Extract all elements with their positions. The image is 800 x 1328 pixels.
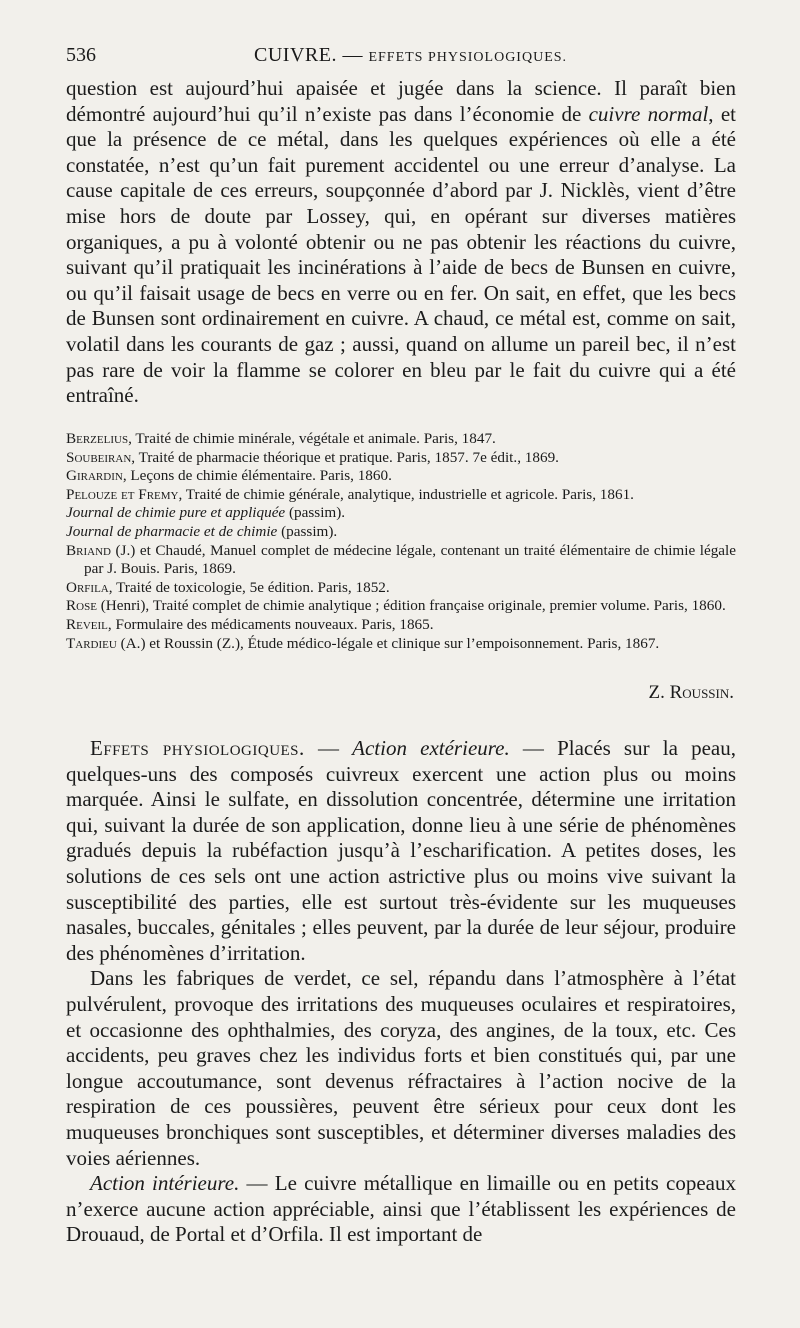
- bibliography-entry: [66, 635, 736, 654]
- bib-author: Soubeiran: [66, 448, 132, 466]
- intro-text: [66, 76, 736, 409]
- bibliography-entry: [66, 523, 736, 542]
- bib-text: (passim).: [285, 504, 346, 522]
- bib-author: Pelouze et Fremy: [66, 485, 179, 503]
- paragraph-text: — Placés sur la peau, quelques-uns des composés cuivreux exercent une action plus ou moins marquée. Ainsi le sulfate, en dissolution concentrée, détermine une irritation qui, suivant la durée de son application, donne lieu à une série de phénomènes gradués depuis la rubéfaction jusqu’à l’escharification. A petites doses, les solutions de ces sels ont une action astrictive plus ou moins vive suivant la susceptibilité des parties, elle est surtout très-évidente sur les muqueuses nasales, buccales, génitales ; elles peuvent, par la durée de leur séjour, produire des phénomènes d’irritation.: [66, 736, 736, 965]
- bibliography-entry: [66, 597, 736, 616]
- author-signature: Z. Roussin.: [648, 682, 734, 703]
- bib-text: (J.) et Chaudé, Manuel complet de médecine légale, contenant un traité élémentaire de chimie légale par J. Bouis. Paris, 1869.: [84, 541, 736, 578]
- bib-journal: Journal de chimie pure et appliquée: [66, 504, 286, 522]
- bib-author: Briand: [66, 541, 111, 559]
- running-title: [254, 44, 567, 67]
- bibliography-entry: [66, 616, 736, 635]
- bib-text: (A.) et Roussin (Z.), Étude médico-légale et clinique sur l’empoisonnement. Paris, 1867.: [116, 634, 660, 652]
- bib-text: , Traité de toxicologie, 5e édition. Paris, 1852.: [108, 578, 390, 596]
- bib-author: Reveil: [66, 615, 108, 633]
- section-paragraph-2: Dans les fabriques de verdet, ce sel, répandu dans l’atmosphère à l’état pulvérulent, provoque des irritations des muqueuses oculaires et respiratoires, et occasionne des ophthalmies, des coryza, des angines, de la toux, etc. Ces accidents, peu graves chez les individus forts et bien constitués qui, par une longue accoutumance, sont devenus réfractaires à l’action nocive de la respiration de ces poussières, peuvent être sérieux pour ceux dont les muqueuses bronchiques sont susceptibles, et déterminer diverses maladies des voies aériennes.: [66, 966, 736, 1170]
- bibliography-entry: [66, 430, 736, 449]
- bib-journal: Journal de pharmacie et de chimie: [66, 522, 278, 540]
- bibliography: [66, 430, 736, 653]
- bib-author: Girardin: [66, 467, 123, 485]
- bib-author: Orfila: [66, 578, 109, 596]
- heading-dash: —: [304, 736, 353, 760]
- running-title-main: CUIVRE.: [254, 44, 337, 66]
- bibliography-entry: [66, 467, 736, 486]
- section-paragraph-1: [66, 736, 736, 966]
- bib-author: Berzelius: [66, 430, 129, 447]
- section-paragraph-3: [66, 1171, 736, 1248]
- subheading-action-exterieure: Action extérieure.: [352, 736, 510, 760]
- bib-text: , Traité de chimie générale, analytique, industrielle et agricole. Paris, 1861.: [178, 485, 634, 503]
- intro-text-b: , et que la présence de ce métal, dans les quelques expériences où elle a été constatée, n’est qu’un fait purement accidentel ou une erreur d’analyse. La cause capitale de ces erreurs, soupçonnée d’abord par J. Nicklès, vient d’être mise hors de doute par Lossey, qui, en opérant sur diverses matières organiques, a pu à volonté obtenir ou ne pas obtenir les réactions du cuivre, suivant qu’il pratiquait les incinérations à l’aide de becs de Bunsen en cuivre, ou qu’il faisait usage de becs en verre ou en fer. On sait, en effet, que les becs de Bunsen sont ordinairement en cuivre. A chaud, ce métal est, comme on sait, volatil dans les courants de gaz ; aussi, quand on allume un pareil bec, il n’est pas rare de voir la flamme se colorer en bleu par le fait du cuivre qui a été entraîné.: [66, 101, 736, 408]
- bib-text: (Henri), Traité complet de chimie analytique ; édition française originale, premier volume. Paris, 1860.: [96, 597, 726, 615]
- bib-author: Tardieu: [66, 634, 117, 652]
- section-heading: Effets physiologiques.: [90, 736, 305, 760]
- running-title-sub: EFFETS PHYSIOLOGIQUES.: [368, 50, 568, 65]
- bib-text: , Formulaire des médicaments nouveaux. Paris, 1865.: [107, 615, 434, 633]
- intro-italic: cuivre normal: [588, 101, 709, 126]
- section-effets-physiologiques: [66, 736, 736, 1248]
- bibliography-entry: [66, 542, 736, 579]
- bib-text: , Traité de pharmacie théorique et pratique. Paris, 1857. 7e édit., 1869.: [131, 448, 559, 466]
- running-header: [66, 44, 736, 70]
- bibliography-entry: [66, 579, 736, 598]
- subheading-action-interieure: Action intérieure.: [90, 1171, 240, 1196]
- bibliography-entry: [66, 486, 736, 505]
- bib-author: Rose: [66, 597, 97, 615]
- running-title-dash: —: [342, 44, 363, 66]
- paragraph-text: — Le cuivre métallique en limaille ou en petits copeaux n’exerce aucune action appréciable, ainsi que l’établissent les expériences de Drouaud, de Portal et d’Orfila. Il est important de: [66, 1171, 736, 1247]
- intro-paragraph: [66, 76, 736, 409]
- intro-text-a: question est aujourd’hui apaisée et jugée dans la science. Il paraît bien démontré aujourd’hui qu’il n’existe pas dans l’économie de: [66, 76, 736, 126]
- bibliography-entry: [66, 449, 736, 468]
- bib-text: , Traité de chimie minérale, végétale et animale. Paris, 1847.: [128, 430, 496, 447]
- bib-text: , Leçons de chimie élémentaire. Paris, 1860.: [122, 467, 392, 485]
- bib-text: (passim).: [277, 522, 338, 540]
- bibliography-entry: [66, 504, 736, 523]
- page-number: 536: [66, 44, 96, 66]
